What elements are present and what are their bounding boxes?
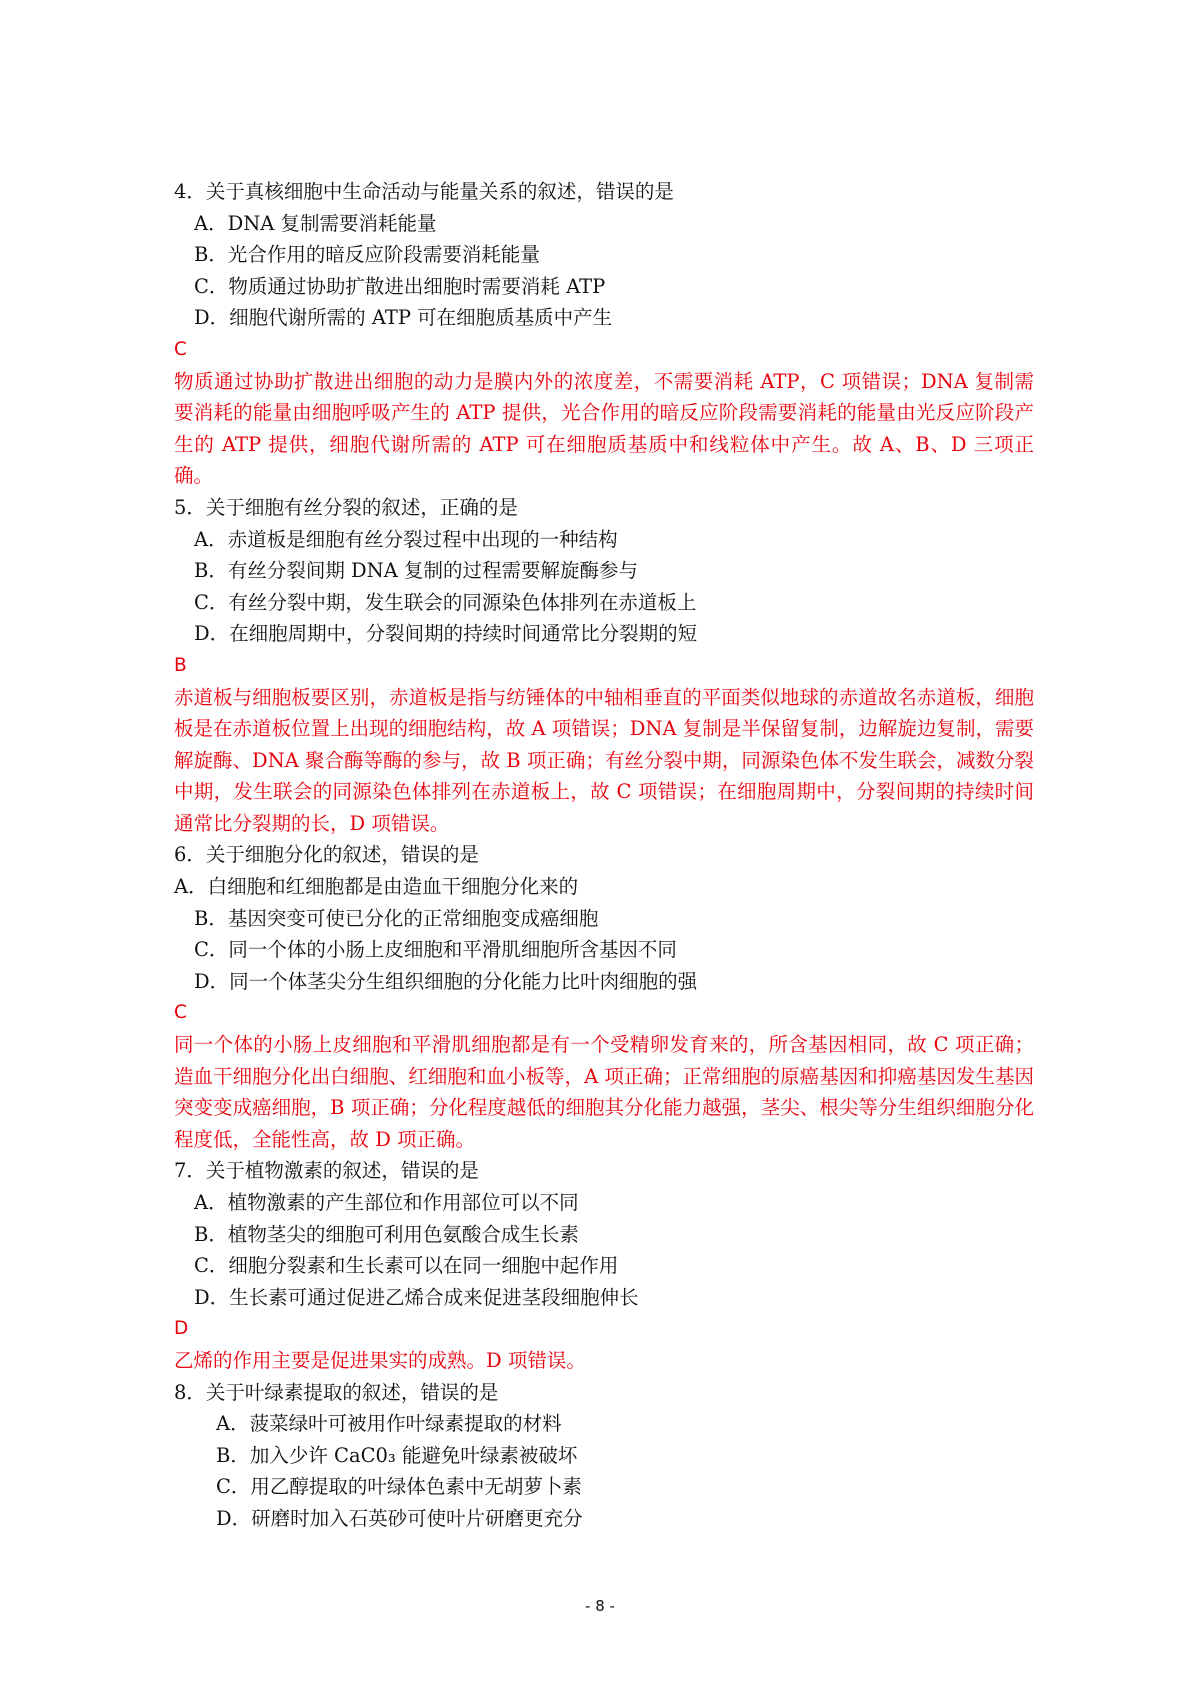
question-8-option-b: B．加入少许 CaC0₃ 能避免叶绿素被破坏 [216, 1443, 578, 1467]
question-6-option-c: C．同一个体的小肠上皮细胞和平滑肌细胞所含基因不同 [194, 938, 677, 962]
question-4-option-c: C．物质通过协助扩散进出细胞时需要消耗 ATP [194, 274, 606, 298]
question-4-explanation: 物质通过协助扩散进出细胞的动力是膜内外的浓度差，不需要消耗 ATP，C 项错误；DNA 复制需要消耗的能量由细胞呼吸产生的 ATP 提供，光合作用的暗反应阶段需要消耗的能量由光反应阶段产生的 ATP 提供，细胞代谢所需的 ATP 可在细胞质基质中和线粒体中产生。故 A、B、D 三项正确。 [174, 369, 1034, 488]
question-8-option-c: C．用乙醇提取的叶绿体色素中无胡萝卜素 [216, 1475, 582, 1499]
question-5-option-d: D．在细胞周期中，分裂间期的持续时间通常比分裂期的短 [194, 622, 698, 646]
question-content [174, 176, 1034, 1535]
question-6-option-d: D．同一个体茎尖分生组织细胞的分化能力比叶肉细胞的强 [194, 969, 698, 993]
question-7-answer: D [174, 1318, 189, 1340]
question-4-option-b: B．光合作用的暗反应阶段需要消耗能量 [194, 243, 540, 267]
question-4-option-a: A．DNA 复制需要消耗能量 [194, 211, 437, 235]
question-5-stem: 5．关于细胞有丝分裂的叙述，正确的是 [174, 495, 518, 519]
question-6-option-a: A．白细胞和红细胞都是由造血干细胞分化来的 [174, 875, 579, 899]
question-8-option-a: A．菠菜绿叶可被用作叶绿素提取的材料 [216, 1412, 562, 1436]
question-7-option-a: A．植物激素的产生部位和作用部位可以不同 [194, 1191, 579, 1214]
question-5-option-b: B．有丝分裂间期 DNA 复制的过程需要解旋酶参与 [194, 559, 639, 583]
question-4-answer: C [174, 338, 187, 360]
question-4-stem: 4．关于真核细胞中生命活动与能量关系的叙述，错误的是 [174, 180, 674, 203]
question-8-stem: 8．关于叶绿素提取的叙述，错误的是 [174, 1380, 499, 1404]
question-6-answer: C [174, 1002, 187, 1024]
question-6-stem: 6．关于细胞分化的叙述，错误的是 [174, 843, 479, 867]
question-5-explanation: 赤道板与细胞板要区别，赤道板是指与纺锤体的中轴相垂直的平面类似地球的赤道故名赤道板，细胞板是在赤道板位置上出现的细胞结构，故 A 项错误；DNA 复制是半保留复制，边解旋边复制，需要解旋酶、DNA 聚合酶等酶的参与，故 B 项正确；有丝分裂中期，同源染色体不发生联会，减数分裂中期，发生联会的同源染色体排列在赤道板上，故 C 项错误；在细胞周期中，分裂间期的持续时间通常比分裂期的长，D 项错误。 [174, 685, 1034, 835]
question-7-option-b: B．植物茎尖的细胞可利用色氨酸合成生长素 [194, 1222, 579, 1246]
question-6-option-b: B．基因突变可使已分化的正常细胞变成癌细胞 [194, 906, 599, 930]
question-8-option-d: D．研磨时加入石英砂可使叶片研磨更充分 [216, 1506, 583, 1530]
question-6-explanation: 同一个体的小肠上皮细胞和平滑肌细胞都是有一个受精卵发育来的，所含基因相同，故 C 项正确；造血干细胞分化出白细胞、红细胞和血小板等，A 项正确；正常细胞的原癌基因和抑癌基因发生基因突变变成癌细胞，B 项正确；分化程度越低的细胞其分化能力越强，茎尖、根尖等分生组织细胞分化程度低，全能性高，故 D 项正确。 [174, 1033, 1034, 1151]
question-7-option-c: C．细胞分裂素和生长素可以在同一细胞中起作用 [194, 1254, 619, 1278]
question-7-explanation: 乙烯的作用主要是促进果实的成熟。D 项错误。 [174, 1348, 586, 1372]
question-5-answer: B [174, 654, 187, 676]
page-number: - 8 - [585, 1597, 615, 1615]
question-7-option-d: D．生长素可通过促进乙烯合成来促进茎段细胞伸长 [194, 1285, 639, 1309]
question-7-stem: 7．关于植物激素的叙述，错误的是 [174, 1159, 479, 1183]
question-5-option-c: C．有丝分裂中期，发生联会的同源染色体排列在赤道板上 [194, 590, 697, 614]
question-5-option-a: A．赤道板是细胞有丝分裂过程中出现的一种结构 [194, 527, 618, 551]
question-4-option-d: D．细胞代谢所需的 ATP 可在细胞质基质中产生 [194, 306, 613, 330]
